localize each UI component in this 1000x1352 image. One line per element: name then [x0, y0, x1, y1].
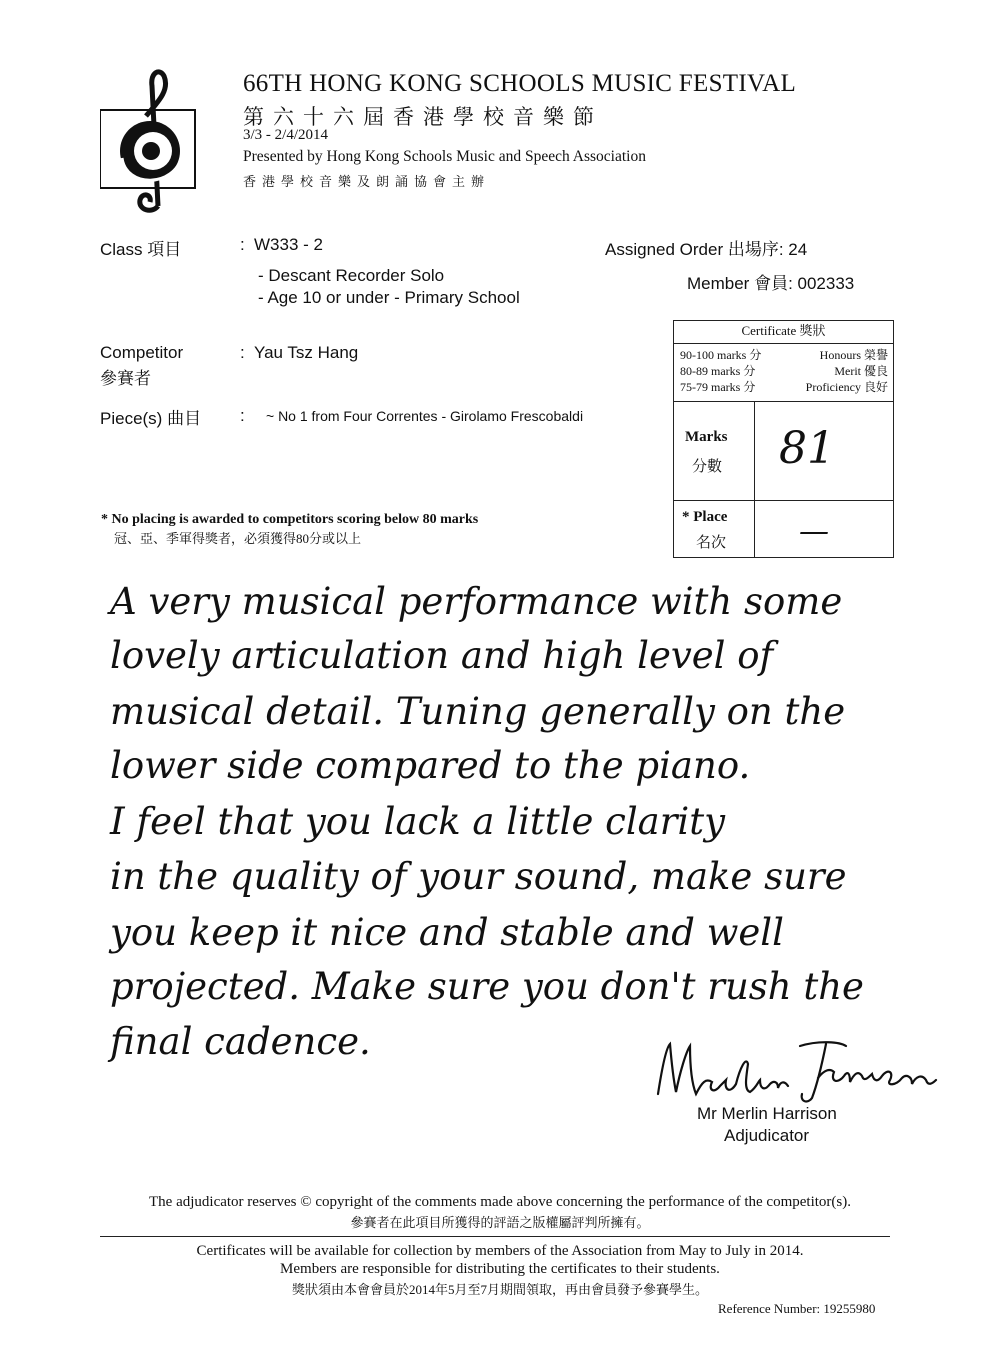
certificate-row-merit — [680, 362, 888, 378]
marks-label: Marks — [685, 429, 728, 445]
certificate-row-honours — [680, 346, 888, 362]
placing-note: * No placing is awarded to competitors scoring below 80 marks — [101, 512, 479, 527]
award-level: Proficiency 良好 — [805, 380, 888, 394]
class-label: Class 項目 — [100, 240, 182, 259]
place-label-chinese: 名次 — [696, 535, 727, 551]
collection-note: Certificates will be available for collection by members of the Association from May to July in 2014. — [196, 1243, 804, 1259]
adjudicator-name: Mr Merlin Harrison — [697, 1104, 837, 1123]
comment-line: I feel that you lack a little clarity — [110, 800, 726, 843]
certificate-title: Certificate 獎狀 — [674, 321, 893, 344]
class-colon: : — [240, 235, 245, 254]
marks-value: 81 — [779, 423, 835, 474]
piece-colon: : — [240, 406, 245, 425]
assigned-order: Assigned Order 出場序: 24 — [605, 240, 808, 259]
mark-range: 80-89 marks 分 — [680, 364, 756, 378]
class-code: W333 - 2 — [254, 235, 323, 254]
marks-label-cell — [674, 402, 755, 500]
certificate-box — [673, 320, 894, 558]
collection-note-chinese: 獎狀須由本會會員於2014年5月至7月期間領取，再由會員發予參賽學生。 — [291, 1282, 708, 1297]
competitor-colon: : — [240, 343, 245, 362]
place-value: — — [799, 514, 829, 549]
adjudicator-title: Adjudicator — [724, 1126, 810, 1145]
award-level: Merit 優良 — [834, 364, 888, 378]
adjudicator-signature — [650, 1038, 940, 1106]
festival-dates: 3/3 - 2/4/2014 — [243, 127, 328, 143]
comment-line: projected. Make sure you don't rush the — [110, 965, 864, 1008]
presented-by: Presented by Hong Kong Schools Music and Speech Association — [243, 148, 646, 165]
placing-note-chinese: 冠、亞、季軍得獎者，必須獲得80分或以上 — [114, 531, 362, 546]
class-description-instrument: - Descant Recorder Solo — [258, 266, 445, 285]
comment-line: final cadence. — [110, 1020, 371, 1063]
class-description-age: - Age 10 or under - Primary School — [258, 288, 520, 307]
presented-by-chinese: 香港學校音樂及朗誦協會主辦 — [243, 174, 491, 189]
copyright-note: The adjudicator reserves © copyright of the comments made above concerning the performance of the competitor(s). — [149, 1194, 851, 1210]
piece-title: ~ No 1 from Four Correntes - Girolamo Frescobaldi — [266, 408, 584, 424]
comment-line: musical detail. Tuning generally on the — [110, 690, 846, 733]
mark-range: 90-100 marks 分 — [680, 348, 762, 362]
comment-line: you keep it nice and stable and well — [110, 911, 784, 954]
competitor-label-chinese: 參賽者 — [100, 369, 151, 388]
footer-divider — [100, 1236, 890, 1237]
treble-clef-logo-icon — [100, 68, 210, 213]
competitor-name: Yau Tsz Hang — [254, 343, 359, 362]
distribution-note: Members are responsible for distributing the certificates to their students. — [280, 1261, 720, 1277]
mark-range: 75-79 marks 分 — [680, 380, 756, 394]
place-label: * Place — [682, 509, 728, 525]
marks-label-chinese: 分數 — [692, 459, 723, 475]
reference-number: Reference Number: 19255980 — [718, 1301, 876, 1316]
award-level: Honours 榮譽 — [819, 348, 888, 362]
festival-title: 66TH HONG KONG SCHOOLS MUSIC FESTIVAL — [243, 70, 797, 97]
comment-line: A very musical performance with some — [110, 580, 843, 623]
comment-line: in the quality of your sound, make sure — [110, 855, 847, 898]
piece-label: Piece(s) 曲目 — [100, 409, 202, 428]
competitor-label: Competitor — [100, 343, 184, 362]
festival-title-chinese: 第六十六屆香港學校音樂節 — [243, 105, 603, 129]
copyright-note-chinese: 參賽者在此項目所獲得的評語之版權屬評判所擁有。 — [350, 1215, 650, 1230]
member-number: Member 會員: 002333 — [687, 274, 855, 293]
certificate-row-proficiency — [680, 378, 888, 394]
comment-line: lovely articulation and high level of — [110, 634, 774, 677]
comment-line: lower side compared to the piano. — [110, 744, 751, 787]
